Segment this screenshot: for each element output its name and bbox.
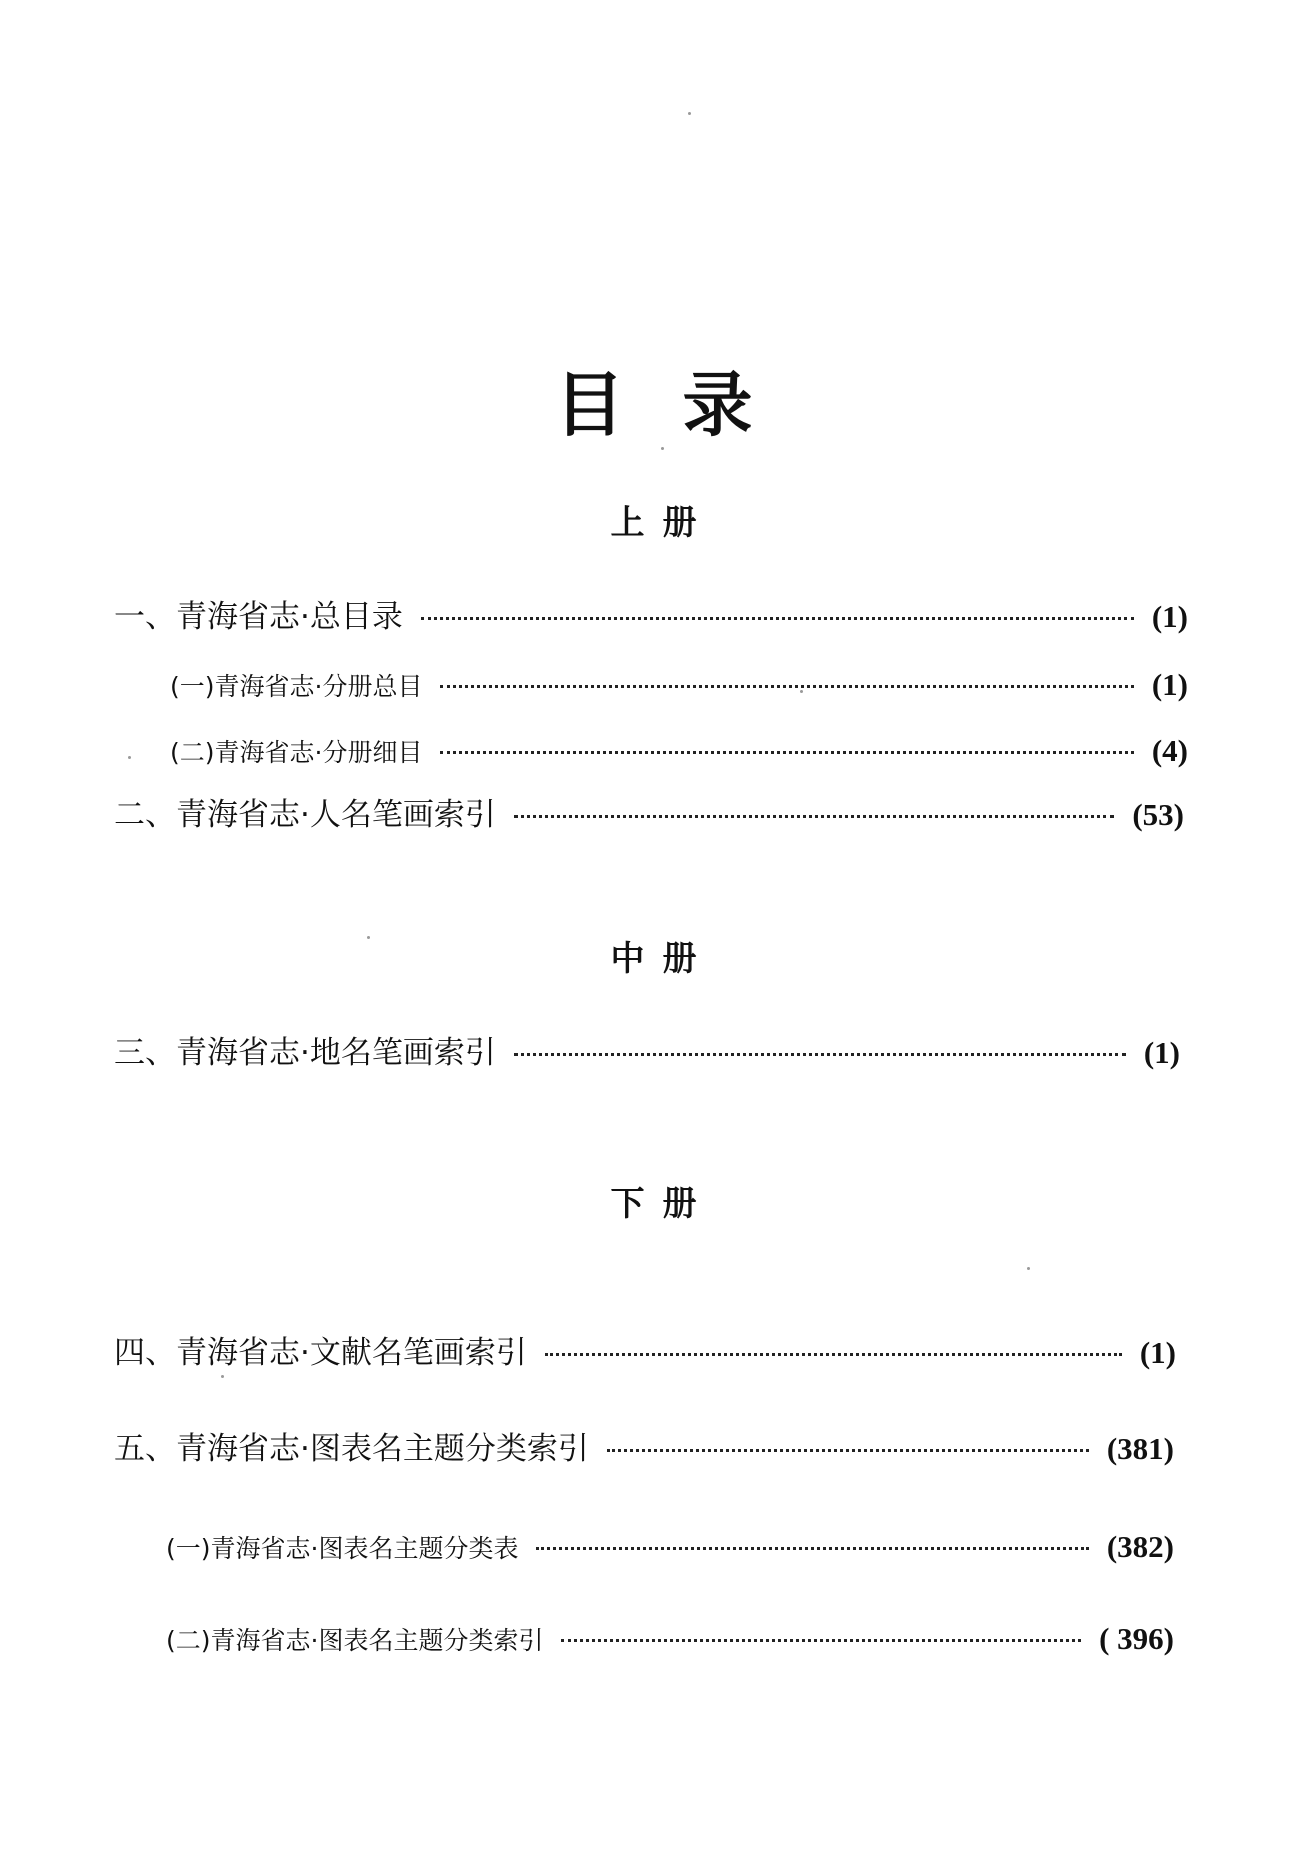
toc-entry[interactable] <box>166 1620 1174 1657</box>
toc-entry-title: 三、青海省志·地名笔画索引 <box>114 1035 496 1071</box>
toc-entry[interactable] <box>114 796 1184 834</box>
volume-heading-lower: 下册 <box>610 1184 715 1224</box>
toc-entry[interactable] <box>170 666 1188 703</box>
toc-entry-page: (382) <box>1106 1529 1174 1564</box>
toc-entry-page: (381) <box>1106 1431 1174 1466</box>
toc-leader <box>536 1547 1088 1550</box>
toc-entry-page: ( 396) <box>1099 1621 1174 1656</box>
scan-speck <box>221 1375 224 1378</box>
toc-entry-page: (1) <box>1139 1335 1176 1370</box>
scan-speck <box>800 690 803 693</box>
toc-leader <box>514 1053 1126 1056</box>
toc-leader <box>440 685 1133 688</box>
toc-leader <box>545 1353 1122 1356</box>
scan-speck <box>661 447 664 450</box>
toc-leader <box>440 751 1133 754</box>
toc-entry-title: (二)青海省志·分册细目 <box>170 738 423 767</box>
toc-entry[interactable] <box>114 1334 1176 1372</box>
toc-entry-title: 二、青海省志·人名笔画索引 <box>114 797 496 833</box>
scan-speck <box>367 936 370 939</box>
toc-entry-title: 四、青海省志·文献名笔画索引 <box>114 1335 527 1371</box>
toc-entry-page: (53) <box>1132 797 1184 832</box>
toc-entry-page: (1) <box>1151 599 1188 634</box>
scan-speck <box>1027 1267 1030 1270</box>
toc-entry[interactable] <box>114 1034 1180 1072</box>
toc-entry[interactable] <box>114 598 1188 636</box>
toc-entry-page: (4) <box>1151 733 1188 768</box>
toc-entry-title: (一)青海省志·图表名主题分类表 <box>166 1534 519 1563</box>
toc-leader <box>607 1449 1089 1452</box>
toc-leader <box>561 1639 1081 1642</box>
toc-entry[interactable] <box>166 1528 1174 1565</box>
scan-speck <box>128 756 131 759</box>
toc-entry-title: 一、青海省志·总目录 <box>114 599 403 635</box>
volume-heading-upper: 上册 <box>610 503 715 543</box>
scan-speck <box>688 112 691 115</box>
toc-entry[interactable] <box>114 1430 1174 1468</box>
toc-entry-title: 五、青海省志·图表名主题分类索引 <box>114 1431 589 1467</box>
toc-entry[interactable] <box>170 732 1188 769</box>
toc-leader <box>514 815 1114 818</box>
toc-entry-title: (一)青海省志·分册总目 <box>170 672 423 701</box>
toc-entry-title: (二)青海省志·图表名主题分类索引 <box>166 1626 544 1655</box>
toc-leader <box>421 617 1134 620</box>
toc-entry-page: (1) <box>1143 1035 1180 1070</box>
volume-heading-middle: 中册 <box>610 939 715 979</box>
toc-entry-page: (1) <box>1151 667 1188 702</box>
page-title: 目录 <box>554 364 811 446</box>
